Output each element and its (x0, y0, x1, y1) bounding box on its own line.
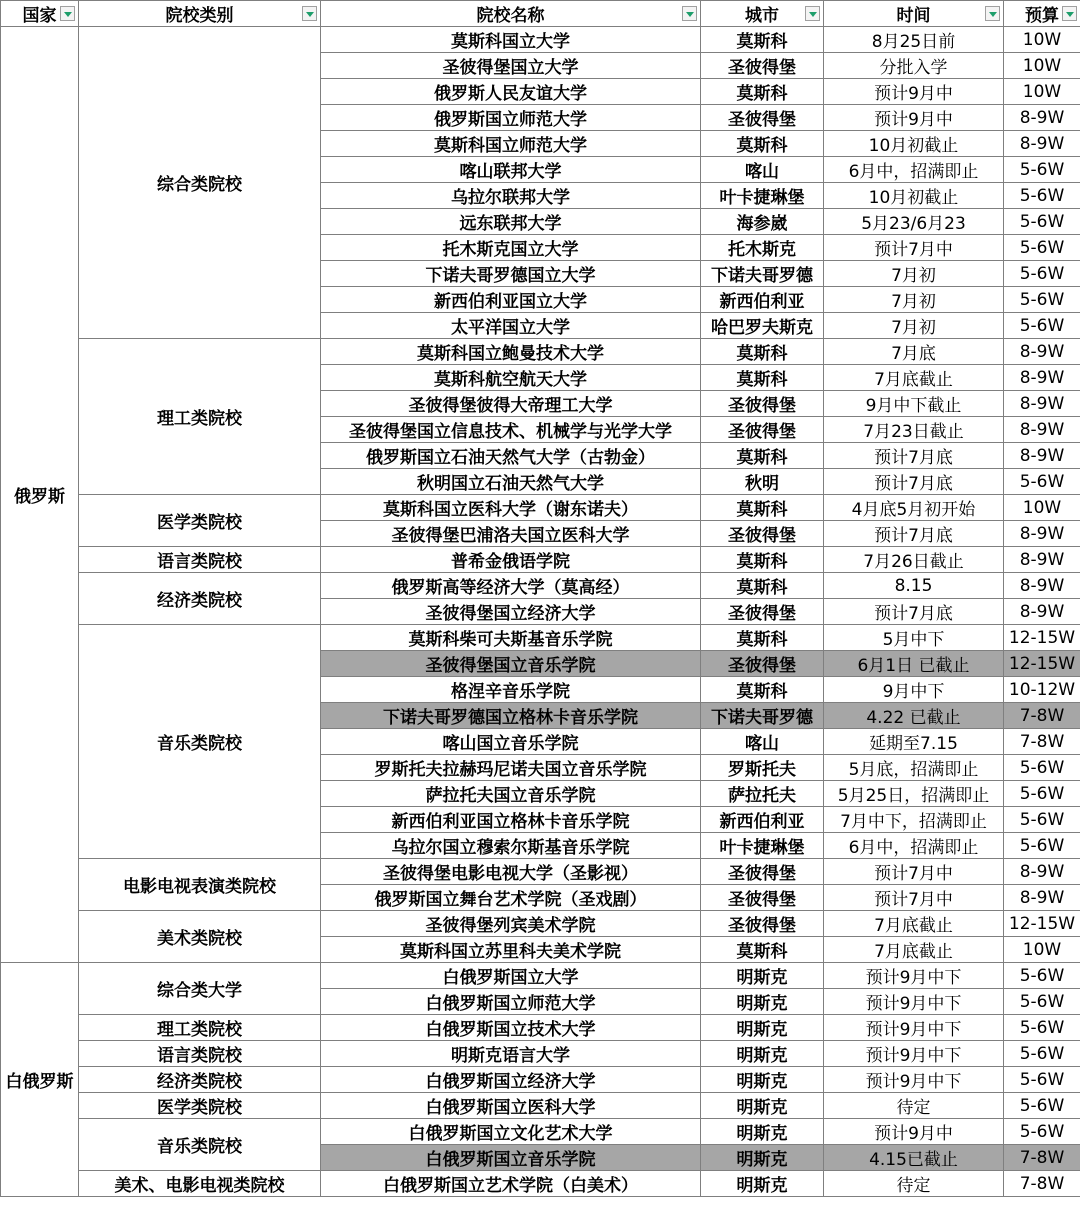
city-cell[interactable]: 明斯克 (701, 1067, 824, 1093)
city-cell[interactable]: 明斯克 (701, 963, 824, 989)
school-name-cell[interactable]: 圣彼得堡电影电视大学（圣影视） (321, 859, 701, 885)
table-row (1, 1119, 1080, 1145)
time-cell[interactable]: 预计9月中下 (824, 1015, 1004, 1041)
budget-cell[interactable]: 12-15W (1004, 651, 1080, 677)
city-cell[interactable]: 圣彼得堡 (701, 105, 824, 131)
city-cell[interactable]: 莫斯科 (701, 79, 824, 105)
budget-cell[interactable]: 10W (1004, 79, 1080, 105)
time-cell[interactable]: 预计9月中 (824, 105, 1004, 131)
table-row (1, 1015, 1080, 1041)
school-name-cell[interactable]: 乌拉尔联邦大学 (321, 183, 701, 209)
budget-cell[interactable]: 7-8W (1004, 1171, 1080, 1197)
city-cell[interactable]: 明斯克 (701, 1145, 824, 1171)
time-cell[interactable]: 预计7月中 (824, 235, 1004, 261)
category-cell[interactable]: 综合类院校 (79, 27, 321, 339)
time-cell[interactable]: 7月23日截止 (824, 417, 1004, 443)
budget-cell[interactable]: 5-6W (1004, 183, 1080, 209)
city-cell[interactable]: 莫斯科 (701, 625, 824, 651)
filter-dropdown-button[interactable] (985, 6, 1000, 21)
school-name-cell[interactable]: 明斯克语言大学 (321, 1041, 701, 1067)
school-name-cell[interactable]: 圣彼得堡国立大学 (321, 53, 701, 79)
time-cell[interactable]: 待定 (824, 1093, 1004, 1119)
header-label: 时间 (896, 6, 931, 26)
budget-cell[interactable]: 5-6W (1004, 807, 1080, 833)
city-cell[interactable]: 明斯克 (701, 1119, 824, 1145)
budget-cell[interactable]: 12-15W (1004, 625, 1080, 651)
header-cell-budget (1004, 1, 1080, 27)
city-cell[interactable]: 莫斯科 (701, 495, 824, 521)
city-cell[interactable]: 喀山 (701, 729, 824, 755)
budget-cell[interactable]: 5-6W (1004, 261, 1080, 287)
time-cell[interactable]: 7月底截止 (824, 365, 1004, 391)
category-cell[interactable]: 音乐类院校 (79, 1119, 321, 1171)
category-cell[interactable]: 医学类院校 (79, 1093, 321, 1119)
time-cell[interactable]: 预计7月底 (824, 521, 1004, 547)
budget-cell[interactable]: 8-9W (1004, 521, 1080, 547)
city-cell[interactable]: 莫斯科 (701, 365, 824, 391)
city-cell[interactable]: 明斯克 (701, 1041, 824, 1067)
header-cell-country (1, 1, 79, 27)
city-cell[interactable]: 莫斯科 (701, 443, 824, 469)
school-name-cell[interactable]: 远东联邦大学 (321, 209, 701, 235)
budget-cell[interactable]: 5-6W (1004, 157, 1080, 183)
budget-cell[interactable]: 7-8W (1004, 1145, 1080, 1171)
school-name-cell[interactable]: 下诺夫哥罗德国立格林卡音乐学院 (321, 703, 701, 729)
city-cell[interactable]: 圣彼得堡 (701, 651, 824, 677)
city-cell[interactable]: 托木斯克 (701, 235, 824, 261)
time-cell[interactable]: 待定 (824, 1171, 1004, 1197)
school-name-cell[interactable]: 俄罗斯高等经济大学（莫高经） (321, 573, 701, 599)
city-cell[interactable]: 莫斯科 (701, 573, 824, 599)
school-name-cell[interactable]: 喀山联邦大学 (321, 157, 701, 183)
school-name-cell[interactable]: 俄罗斯国立石油天然气大学（古勃金） (321, 443, 701, 469)
city-cell[interactable]: 罗斯托夫 (701, 755, 824, 781)
category-cell[interactable]: 医学类院校 (79, 495, 321, 547)
category-cell[interactable]: 经济类院校 (79, 573, 321, 625)
category-cell[interactable]: 美术、电影电视类院校 (79, 1171, 321, 1197)
school-name-cell[interactable]: 新西伯利亚国立大学 (321, 287, 701, 313)
table-row (1, 547, 1080, 573)
city-cell[interactable]: 圣彼得堡 (701, 911, 824, 937)
budget-cell[interactable]: 8-9W (1004, 339, 1080, 365)
city-cell[interactable]: 圣彼得堡 (701, 859, 824, 885)
city-cell[interactable]: 新西伯利亚 (701, 807, 824, 833)
school-name-cell[interactable]: 圣彼得堡彼得大帝理工大学 (321, 391, 701, 417)
category-cell[interactable]: 美术类院校 (79, 911, 321, 963)
school-name-cell[interactable]: 圣彼得堡国立经济大学 (321, 599, 701, 625)
budget-cell[interactable]: 5-6W (1004, 755, 1080, 781)
time-cell[interactable]: 5月25日，招满即止 (824, 781, 1004, 807)
header-cell-school (321, 1, 701, 27)
category-cell[interactable]: 理工类院校 (79, 339, 321, 495)
time-cell[interactable]: 分批入学 (824, 53, 1004, 79)
time-cell[interactable]: 9月中下 (824, 677, 1004, 703)
school-name-cell[interactable]: 莫斯科国立师范大学 (321, 131, 701, 157)
budget-cell[interactable]: 10W (1004, 53, 1080, 79)
header-label: 国家 (22, 6, 57, 26)
country-cell[interactable]: 俄罗斯 (1, 27, 79, 963)
city-cell[interactable]: 莫斯科 (701, 547, 824, 573)
school-name-cell[interactable]: 圣彼得堡国立音乐学院 (321, 651, 701, 677)
city-cell[interactable]: 莫斯科 (701, 677, 824, 703)
budget-cell[interactable]: 8-9W (1004, 599, 1080, 625)
school-name-cell[interactable]: 太平洋国立大学 (321, 313, 701, 339)
budget-cell[interactable]: 5-6W (1004, 1015, 1080, 1041)
time-cell[interactable]: 5月中下 (824, 625, 1004, 651)
table-row (1, 573, 1080, 599)
school-name-cell[interactable]: 圣彼得堡列宾美术学院 (321, 911, 701, 937)
city-cell[interactable]: 明斯克 (701, 1093, 824, 1119)
school-name-cell[interactable]: 白俄罗斯国立大学 (321, 963, 701, 989)
school-name-cell[interactable]: 新西伯利亚国立格林卡音乐学院 (321, 807, 701, 833)
school-name-cell[interactable]: 莫斯科航空航天大学 (321, 365, 701, 391)
filter-dropdown-button[interactable] (682, 6, 697, 21)
school-name-cell[interactable]: 白俄罗斯国立音乐学院 (321, 1145, 701, 1171)
school-name-cell[interactable]: 白俄罗斯国立师范大学 (321, 989, 701, 1015)
table-row (1, 1171, 1080, 1197)
city-cell[interactable]: 海参崴 (701, 209, 824, 235)
school-name-cell[interactable]: 罗斯托夫拉赫玛尼诺夫国立音乐学院 (321, 755, 701, 781)
budget-cell[interactable]: 5-6W (1004, 781, 1080, 807)
budget-cell[interactable]: 10W (1004, 495, 1080, 521)
filter-dropdown-button[interactable] (302, 6, 317, 21)
category-cell[interactable]: 理工类院校 (79, 1015, 321, 1041)
city-cell[interactable]: 莫斯科 (701, 339, 824, 365)
school-name-cell[interactable]: 俄罗斯国立师范大学 (321, 105, 701, 131)
city-cell[interactable]: 萨拉托夫 (701, 781, 824, 807)
city-cell[interactable]: 秋明 (701, 469, 824, 495)
city-cell[interactable]: 圣彼得堡 (701, 885, 824, 911)
chevron-down-icon (989, 12, 997, 17)
time-cell[interactable]: 6月中，招满即止 (824, 833, 1004, 859)
table-row (1, 859, 1080, 885)
budget-cell[interactable]: 12-15W (1004, 911, 1080, 937)
budget-cell[interactable]: 8-9W (1004, 417, 1080, 443)
budget-cell[interactable]: 10-12W (1004, 677, 1080, 703)
time-cell[interactable]: 5月23/6月23 (824, 209, 1004, 235)
school-name-cell[interactable]: 下诺夫哥罗德国立大学 (321, 261, 701, 287)
time-cell[interactable]: 延期至7.15 (824, 729, 1004, 755)
time-cell[interactable]: 预计9月中下 (824, 989, 1004, 1015)
budget-cell[interactable]: 5-6W (1004, 313, 1080, 339)
time-cell[interactable]: 7月初 (824, 287, 1004, 313)
city-cell[interactable]: 圣彼得堡 (701, 521, 824, 547)
budget-cell[interactable]: 10W (1004, 937, 1080, 963)
school-name-cell[interactable]: 白俄罗斯国立技术大学 (321, 1015, 701, 1041)
time-cell[interactable]: 10月初截止 (824, 183, 1004, 209)
table-row (1, 1093, 1080, 1119)
time-cell[interactable]: 4.22 已截止 (824, 703, 1004, 729)
time-cell[interactable]: 6月中，招满即止 (824, 157, 1004, 183)
category-cell[interactable]: 电影电视表演类院校 (79, 859, 321, 911)
category-cell[interactable]: 综合类大学 (79, 963, 321, 1015)
budget-cell[interactable]: 5-6W (1004, 1093, 1080, 1119)
country-cell[interactable]: 白俄罗斯 (1, 963, 79, 1197)
category-cell[interactable]: 经济类院校 (79, 1067, 321, 1093)
time-cell[interactable]: 7月初 (824, 261, 1004, 287)
school-name-cell[interactable]: 乌拉尔国立穆索尔斯基音乐学院 (321, 833, 701, 859)
time-cell[interactable]: 8.15 (824, 573, 1004, 599)
chevron-down-icon (1066, 12, 1074, 17)
school-name-cell[interactable]: 白俄罗斯国立艺术学院（白美术） (321, 1171, 701, 1197)
table-row (1, 495, 1080, 521)
filter-dropdown-button[interactable] (805, 6, 820, 21)
time-cell[interactable]: 预计7月中 (824, 859, 1004, 885)
budget-cell[interactable]: 8-9W (1004, 105, 1080, 131)
budget-cell[interactable]: 5-6W (1004, 833, 1080, 859)
table-row (1, 911, 1080, 937)
table-body (1, 27, 1080, 1197)
category-cell[interactable]: 语言类院校 (79, 547, 321, 573)
budget-cell[interactable]: 5-6W (1004, 235, 1080, 261)
school-name-cell[interactable]: 莫斯科国立苏里科夫美术学院 (321, 937, 701, 963)
header-label: 预算 (1025, 6, 1059, 26)
budget-cell[interactable]: 8-9W (1004, 885, 1080, 911)
city-cell[interactable]: 喀山 (701, 157, 824, 183)
city-cell[interactable]: 圣彼得堡 (701, 599, 824, 625)
time-cell[interactable]: 预计7月底 (824, 599, 1004, 625)
table-row (1, 339, 1080, 365)
time-cell[interactable]: 9月中下截止 (824, 391, 1004, 417)
time-cell[interactable]: 预计7月中 (824, 885, 1004, 911)
time-cell[interactable]: 预计9月中下 (824, 1067, 1004, 1093)
city-cell[interactable]: 圣彼得堡 (701, 391, 824, 417)
budget-cell[interactable]: 8-9W (1004, 859, 1080, 885)
city-cell[interactable]: 明斯克 (701, 989, 824, 1015)
time-cell[interactable]: 4.15已截止 (824, 1145, 1004, 1171)
budget-cell[interactable]: 5-6W (1004, 963, 1080, 989)
time-cell[interactable]: 7月底截止 (824, 911, 1004, 937)
time-cell[interactable]: 8月25日前 (824, 27, 1004, 53)
table-row (1, 625, 1080, 651)
chevron-down-icon (306, 12, 314, 17)
category-cell[interactable]: 音乐类院校 (79, 625, 321, 859)
header-label: 院校类别 (165, 6, 234, 26)
budget-cell[interactable]: 8-9W (1004, 547, 1080, 573)
city-cell[interactable]: 圣彼得堡 (701, 53, 824, 79)
school-name-cell[interactable]: 俄罗斯国立舞台艺术学院（圣戏剧） (321, 885, 701, 911)
school-name-cell[interactable]: 莫斯科国立医科大学（谢东诺夫） (321, 495, 701, 521)
table-row (1, 1067, 1080, 1093)
filter-dropdown-button[interactable] (60, 6, 75, 21)
chevron-down-icon (686, 12, 694, 17)
budget-cell[interactable]: 8-9W (1004, 131, 1080, 157)
school-name-cell[interactable]: 莫斯科柴可夫斯基音乐学院 (321, 625, 701, 651)
budget-cell[interactable]: 8-9W (1004, 365, 1080, 391)
time-cell[interactable]: 7月中下，招满即止 (824, 807, 1004, 833)
school-name-cell[interactable]: 圣彼得堡巴浦洛夫国立医科大学 (321, 521, 701, 547)
time-cell[interactable]: 预计9月中 (824, 79, 1004, 105)
city-cell[interactable]: 圣彼得堡 (701, 417, 824, 443)
budget-cell[interactable]: 8-9W (1004, 573, 1080, 599)
city-cell[interactable]: 莫斯科 (701, 937, 824, 963)
school-name-cell[interactable]: 托木斯克国立大学 (321, 235, 701, 261)
time-cell[interactable]: 预计9月中下 (824, 1041, 1004, 1067)
time-cell[interactable]: 预计9月中下 (824, 963, 1004, 989)
budget-cell[interactable]: 5-6W (1004, 1119, 1080, 1145)
budget-cell[interactable]: 7-8W (1004, 703, 1080, 729)
city-cell[interactable]: 明斯克 (701, 1171, 824, 1197)
time-cell[interactable]: 预计7月底 (824, 443, 1004, 469)
city-cell[interactable]: 叶卡捷琳堡 (701, 183, 824, 209)
city-cell[interactable]: 新西伯利亚 (701, 287, 824, 313)
time-cell[interactable]: 6月1日 已截止 (824, 651, 1004, 677)
time-cell[interactable]: 5月底，招满即止 (824, 755, 1004, 781)
city-cell[interactable]: 叶卡捷琳堡 (701, 833, 824, 859)
budget-cell[interactable]: 5-6W (1004, 1041, 1080, 1067)
header-row (1, 1, 1080, 27)
city-cell[interactable]: 莫斯科 (701, 131, 824, 157)
time-cell[interactable]: 预计9月中 (824, 1119, 1004, 1145)
table-row (1, 1041, 1080, 1067)
school-name-cell[interactable]: 俄罗斯人民友谊大学 (321, 79, 701, 105)
school-name-cell[interactable]: 普希金俄语学院 (321, 547, 701, 573)
city-cell[interactable]: 下诺夫哥罗德 (701, 261, 824, 287)
time-cell[interactable]: 预计7月底 (824, 469, 1004, 495)
school-name-cell[interactable]: 白俄罗斯国立医科大学 (321, 1093, 701, 1119)
budget-cell[interactable]: 7-8W (1004, 729, 1080, 755)
budget-cell[interactable]: 5-6W (1004, 989, 1080, 1015)
category-cell[interactable]: 语言类院校 (79, 1041, 321, 1067)
budget-cell[interactable]: 5-6W (1004, 209, 1080, 235)
header-label: 城市 (745, 6, 779, 26)
school-name-cell[interactable]: 秋明国立石油天然气大学 (321, 469, 701, 495)
school-name-cell[interactable]: 圣彼得堡国立信息技术、机械学与光学大学 (321, 417, 701, 443)
school-name-cell[interactable]: 莫斯科国立大学 (321, 27, 701, 53)
table-row (1, 963, 1080, 989)
city-cell[interactable]: 明斯克 (701, 1015, 824, 1041)
school-name-cell[interactable]: 喀山国立音乐学院 (321, 729, 701, 755)
budget-cell[interactable]: 8-9W (1004, 391, 1080, 417)
budget-cell[interactable]: 5-6W (1004, 1067, 1080, 1093)
budget-cell[interactable]: 5-6W (1004, 469, 1080, 495)
time-cell[interactable]: 7月26日截止 (824, 547, 1004, 573)
budget-cell[interactable]: 10W (1004, 27, 1080, 53)
header-cell-city (701, 1, 824, 27)
time-cell[interactable]: 7月底 (824, 339, 1004, 365)
budget-cell[interactable]: 5-6W (1004, 287, 1080, 313)
chevron-down-icon (809, 12, 817, 17)
filter-dropdown-button[interactable] (1062, 6, 1077, 21)
header-label: 院校名称 (476, 6, 545, 26)
time-cell[interactable]: 4月底5月初开始 (824, 495, 1004, 521)
time-cell[interactable]: 10月初截止 (824, 131, 1004, 157)
time-cell[interactable]: 7月底截止 (824, 937, 1004, 963)
budget-cell[interactable]: 8-9W (1004, 443, 1080, 469)
school-name-cell[interactable]: 白俄罗斯国立文化艺术大学 (321, 1119, 701, 1145)
school-name-cell[interactable]: 萨拉托夫国立音乐学院 (321, 781, 701, 807)
chevron-down-icon (64, 12, 72, 17)
table-row (1, 27, 1080, 53)
school-name-cell[interactable]: 格涅辛音乐学院 (321, 677, 701, 703)
school-name-cell[interactable]: 白俄罗斯国立经济大学 (321, 1067, 701, 1093)
city-cell[interactable]: 下诺夫哥罗德 (701, 703, 824, 729)
city-cell[interactable]: 莫斯科 (701, 27, 824, 53)
header-cell-time (824, 1, 1004, 27)
school-name-cell[interactable]: 莫斯科国立鲍曼技术大学 (321, 339, 701, 365)
city-cell[interactable]: 哈巴罗夫斯克 (701, 313, 824, 339)
header-cell-category (79, 1, 321, 27)
time-cell[interactable]: 7月初 (824, 313, 1004, 339)
